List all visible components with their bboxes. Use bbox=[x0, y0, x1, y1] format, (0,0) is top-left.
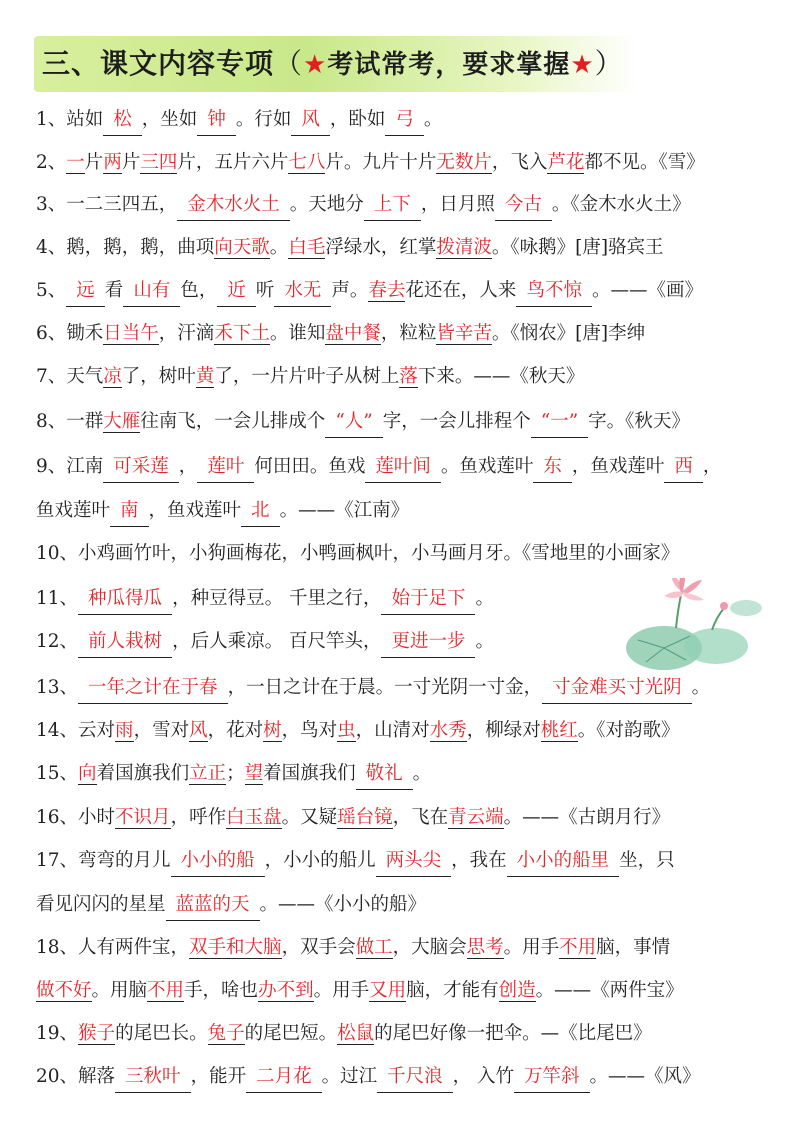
answer-blank: 钟 bbox=[197, 105, 236, 136]
answer-blank: 向天歌 bbox=[214, 237, 270, 258]
line-text: ，一日之计在于晨。一寸光阴一寸金， bbox=[227, 677, 543, 698]
exercise-line bbox=[36, 716, 776, 746]
answer-blank: 鸟不惊 bbox=[516, 276, 592, 307]
line-text: 。用手 bbox=[503, 937, 560, 958]
answer-blank: 金木水火土 bbox=[177, 190, 290, 221]
line-text: 。《金木水火土》 bbox=[551, 194, 691, 215]
answer-blank: 大雁 bbox=[103, 411, 141, 432]
line-text: ，鸟对 bbox=[281, 720, 338, 741]
answer-blank: 不识月 bbox=[115, 807, 171, 828]
line-text: 。 bbox=[475, 631, 494, 652]
line-text: ，山清对 bbox=[355, 720, 430, 741]
answer-blank: 无数片 bbox=[436, 152, 492, 173]
answer-blank: 松鼠 bbox=[337, 1023, 375, 1044]
line-text: 色， bbox=[180, 280, 218, 301]
answer-blank: 凉 bbox=[103, 366, 122, 387]
answer-blank: 白玉盘 bbox=[226, 807, 282, 828]
answer-blank: 不用 bbox=[559, 937, 597, 958]
answer-blank: 日当午 bbox=[103, 323, 159, 344]
answer-blank: 办不到 bbox=[258, 980, 314, 1001]
answer-blank: 今古 bbox=[495, 190, 552, 221]
answer-blank: 南 bbox=[110, 496, 149, 527]
line-text: 字。《秋天》 bbox=[588, 411, 690, 432]
answer-blank: 又用 bbox=[369, 980, 407, 1001]
line-text: 浮绿水，红掌 bbox=[325, 237, 437, 258]
line-text: 。——《两件宝》 bbox=[535, 980, 684, 1001]
line-text: ，鱼戏莲叶 bbox=[148, 500, 242, 521]
answer-blank: 寸金难买寸光阴 bbox=[542, 673, 692, 704]
exercise-line bbox=[36, 148, 776, 178]
answer-blank: 西 bbox=[664, 452, 703, 483]
line-text: 。 bbox=[691, 677, 711, 698]
line-text: 的尾巴好像一把伞。—《比尾巴》 bbox=[374, 1023, 652, 1044]
exercise-line bbox=[36, 846, 776, 876]
line-text: 。——《江南》 bbox=[279, 500, 410, 521]
line-text: ，坐如 bbox=[141, 109, 198, 130]
answer-blank: 思考 bbox=[466, 937, 504, 958]
line-text: 。过江 bbox=[321, 1066, 378, 1087]
answer-blank: 一年之计在于春 bbox=[78, 673, 228, 704]
answer-blank: 东 bbox=[533, 452, 572, 483]
line-text: 听 bbox=[255, 280, 275, 301]
answer-blank: 芦花 bbox=[547, 152, 585, 173]
line-text: ，种豆得豆。 千里之行， bbox=[172, 588, 382, 609]
answer-blank: 猴子 bbox=[78, 1023, 116, 1044]
title-open-paren: （ bbox=[274, 47, 304, 80]
line-text: ； bbox=[226, 763, 245, 784]
line-text: 脑，才能有 bbox=[406, 980, 499, 1001]
answer-blank: 桃红 bbox=[540, 720, 578, 741]
answer-blank: 兔子 bbox=[207, 1023, 245, 1044]
exercise-line bbox=[36, 190, 776, 220]
line-text: ，鱼戏莲叶 bbox=[571, 456, 665, 477]
exercise-line bbox=[36, 759, 776, 789]
line-text: ，飞在 bbox=[392, 807, 449, 828]
exercise-line bbox=[36, 933, 776, 963]
line-text: 坐，只 bbox=[619, 850, 675, 871]
line-text: 。 bbox=[423, 109, 443, 130]
answer-blank: 小小的船里 bbox=[507, 846, 620, 877]
answer-blank: 水秀 bbox=[429, 720, 467, 741]
exercise-line bbox=[36, 803, 776, 833]
answer-blank: 万竿斜 bbox=[514, 1062, 590, 1093]
answer-blank: 雨 bbox=[115, 720, 134, 741]
answer-blank: 二月花 bbox=[246, 1062, 322, 1093]
line-text: 手，啥也 bbox=[184, 980, 259, 1001]
line-text: ，雪对 bbox=[133, 720, 190, 741]
answer-blank: 春去 bbox=[368, 280, 406, 301]
line-text: ，汗滴 bbox=[158, 323, 215, 344]
line-text: 的尾巴短。 bbox=[244, 1023, 338, 1044]
answer-blank: 千尺浪 bbox=[377, 1062, 453, 1093]
answer-blank: 向 bbox=[78, 763, 97, 784]
answer-blank: 小小的船 bbox=[171, 846, 265, 877]
line-text: 20、解落 bbox=[36, 1066, 116, 1087]
line-text: 。 bbox=[475, 588, 494, 609]
line-text: 。 bbox=[269, 237, 289, 258]
line-text: 看见闪闪的星星 bbox=[36, 894, 166, 915]
line-text: 。——《小小的船》 bbox=[259, 894, 427, 915]
answer-blank: 风 bbox=[291, 105, 330, 136]
answer-blank: 拨清波 bbox=[436, 237, 492, 258]
answer-blank: 山有 bbox=[123, 276, 180, 307]
answer-blank: 立正 bbox=[189, 763, 227, 784]
line-text: 19、 bbox=[36, 1023, 79, 1044]
line-text: 片 bbox=[84, 152, 104, 173]
answer-blank: “人” bbox=[325, 407, 382, 438]
answer-blank: 创造 bbox=[498, 980, 536, 1001]
answer-blank: 远 bbox=[66, 276, 105, 307]
answer-blank: 望 bbox=[244, 763, 264, 784]
line-text: ，后人乘凉。 百尺竿头， bbox=[172, 631, 382, 652]
exercise-line bbox=[36, 362, 776, 392]
line-text: ，小小的船儿 bbox=[264, 850, 376, 871]
line-text: ，我在 bbox=[451, 850, 507, 871]
line-text: 。 bbox=[412, 763, 432, 784]
line-text: ，花对 bbox=[207, 720, 264, 741]
answer-blank: 弓 bbox=[385, 105, 424, 136]
line-text: 。《咏鹅》[唐]骆宾王 bbox=[491, 237, 664, 258]
line-text: 。《悯农》[唐]李绅 bbox=[491, 323, 646, 344]
answer-blank: 始于足下 bbox=[381, 584, 475, 615]
answer-blank: 盘中餐 bbox=[325, 323, 381, 344]
line-text: 了，一片片叶子从树上 bbox=[214, 366, 400, 387]
answer-blank: 白毛 bbox=[288, 237, 326, 258]
answer-blank: 三四 bbox=[140, 152, 178, 173]
answer-blank: 更进一步 bbox=[381, 627, 475, 658]
line-text: ， bbox=[178, 456, 198, 477]
line-text: 下来。——《秋天》 bbox=[417, 366, 585, 387]
line-text: 鱼戏莲叶 bbox=[36, 500, 111, 521]
answer-blank: 可采莲 bbox=[103, 452, 179, 483]
answer-blank: 落 bbox=[399, 366, 418, 387]
answer-blank: 敬礼 bbox=[356, 759, 413, 790]
line-text: 脑，事情 bbox=[596, 937, 671, 958]
answer-blank: 水无 bbox=[274, 276, 331, 307]
line-text: 5、 bbox=[36, 280, 67, 301]
line-text: 声。 bbox=[331, 280, 369, 301]
answer-blank: 不用 bbox=[147, 980, 185, 1001]
answer-blank: 北 bbox=[241, 496, 280, 527]
line-text: ， 入竹 bbox=[452, 1066, 515, 1087]
exercise-line bbox=[36, 890, 776, 920]
line-text: 8、一群 bbox=[36, 411, 104, 432]
answer-blank: 皆辛苦 bbox=[436, 323, 492, 344]
title-close-paren: ） bbox=[594, 47, 624, 80]
exercise-line bbox=[36, 233, 776, 263]
line-text: 字，一会儿排程个 bbox=[382, 411, 531, 432]
answer-blank: 双手和大脑 bbox=[189, 937, 282, 958]
answer-blank: 三秋叶 bbox=[115, 1062, 191, 1093]
line-text: 。鱼戏莲叶 bbox=[440, 456, 534, 477]
exercise-line bbox=[36, 452, 776, 482]
line-text: 6、锄禾 bbox=[36, 323, 104, 344]
exercise-line bbox=[36, 1019, 776, 1049]
line-text: ，飞入 bbox=[491, 152, 548, 173]
line-text: ，双手会 bbox=[281, 937, 356, 958]
answer-blank: 风 bbox=[189, 720, 208, 741]
exercise-line bbox=[36, 276, 776, 306]
line-text: 何田田。鱼戏 bbox=[254, 456, 366, 477]
line-text: 。《对韵歌》 bbox=[577, 720, 680, 741]
lotus-flower-icon bbox=[616, 578, 766, 678]
line-text: 。又疑 bbox=[281, 807, 338, 828]
line-text: 片。九片十片 bbox=[325, 152, 437, 173]
line-text: 3、一二三四五， bbox=[36, 194, 178, 215]
line-text: ，呼作 bbox=[170, 807, 227, 828]
line-text: 了，树叶 bbox=[121, 366, 196, 387]
line-text: 13、 bbox=[36, 677, 79, 698]
line-text: 4、鹅，鹅，鹅，曲项 bbox=[36, 237, 215, 258]
line-text: ，大脑会 bbox=[392, 937, 467, 958]
answer-blank: 蓝蓝的天 bbox=[166, 890, 260, 921]
answer-blank: 禾下土 bbox=[214, 323, 270, 344]
line-text: 着国旗我们 bbox=[263, 763, 356, 784]
line-text: 16、小时 bbox=[36, 807, 116, 828]
line-text: ， bbox=[702, 456, 722, 477]
answer-blank: 一 bbox=[66, 152, 85, 173]
line-text: 花还在，人来 bbox=[405, 280, 517, 301]
line-text: 都不见。《雪》 bbox=[584, 152, 705, 173]
line-text: 往南飞，一会儿排成个 bbox=[140, 411, 326, 432]
line-text: 。用手 bbox=[313, 980, 370, 1001]
line-text: 17、弯弯的月儿 bbox=[36, 850, 171, 871]
exercise-line bbox=[36, 319, 776, 349]
line-text: 14、云对 bbox=[36, 720, 116, 741]
answer-blank: 做工 bbox=[355, 937, 393, 958]
title-note: 考试常考，要求掌握 bbox=[327, 50, 571, 80]
answer-blank: 近 bbox=[217, 276, 256, 307]
exercise-line bbox=[36, 1062, 776, 1092]
line-text: 9、江南 bbox=[36, 456, 104, 477]
line-text: 10、小鸡画竹叶，小狗画梅花，小鸭画枫叶，小马画月牙。《雪地里的小画家》 bbox=[36, 543, 680, 564]
line-text: 的尾巴长。 bbox=[115, 1023, 208, 1044]
line-text: 7、天气 bbox=[36, 366, 104, 387]
line-text: 。——《画》 bbox=[591, 280, 703, 301]
answer-blank: 青云端 bbox=[448, 807, 504, 828]
answer-blank: 莲叶 bbox=[197, 452, 254, 483]
line-text: 1、站如 bbox=[36, 109, 104, 130]
exercise-line bbox=[36, 105, 776, 135]
line-text: 。——《风》 bbox=[589, 1066, 701, 1087]
answer-blank: 做不好 bbox=[36, 980, 92, 1001]
answer-blank: 前人栽树 bbox=[78, 627, 172, 658]
answer-blank: 七八 bbox=[288, 152, 326, 173]
answer-blank: 树 bbox=[263, 720, 282, 741]
answer-blank: “一” bbox=[531, 407, 588, 438]
answer-blank: 两头尖 bbox=[376, 846, 452, 877]
line-text: 看 bbox=[104, 280, 124, 301]
line-text: 18、人有两件宝， bbox=[36, 937, 190, 958]
line-text: 片 bbox=[121, 152, 141, 173]
line-text: 。天地分 bbox=[289, 194, 364, 215]
line-text: ，能开 bbox=[190, 1066, 247, 1087]
star-icon: ★ bbox=[570, 50, 595, 80]
line-text: 。用脑 bbox=[91, 980, 148, 1001]
line-text: 15、 bbox=[36, 763, 79, 784]
section-title-main: 三、课文内容专项 bbox=[42, 47, 275, 80]
answer-blank: 虫 bbox=[337, 720, 356, 741]
line-text: ，卧如 bbox=[329, 109, 386, 130]
answer-blank: 上下 bbox=[364, 190, 421, 221]
line-text: 。——《古朗月行》 bbox=[503, 807, 671, 828]
line-text: 12、 bbox=[36, 631, 79, 652]
line-text: ，粒粒 bbox=[380, 323, 437, 344]
exercise-line bbox=[36, 976, 776, 1006]
line-text: 。谁知 bbox=[269, 323, 326, 344]
line-text: 片，五片六片 bbox=[177, 152, 289, 173]
line-text: 2、 bbox=[36, 152, 67, 173]
star-icon: ★ bbox=[303, 50, 328, 80]
section-title bbox=[34, 36, 638, 92]
line-text: ，日月照 bbox=[420, 194, 495, 215]
answer-blank: 两 bbox=[103, 152, 122, 173]
exercise-line bbox=[36, 407, 776, 437]
answer-blank: 种瓜得瓜 bbox=[78, 584, 172, 615]
exercise-line bbox=[36, 496, 776, 526]
line-text: 。行如 bbox=[235, 109, 292, 130]
answer-blank: 黄 bbox=[195, 366, 215, 387]
exercise-line bbox=[36, 539, 776, 569]
answer-blank: 莲叶间 bbox=[365, 452, 441, 483]
line-text: 着国旗我们 bbox=[96, 763, 190, 784]
line-text: ，柳绿对 bbox=[466, 720, 541, 741]
answer-blank: 松 bbox=[103, 105, 142, 136]
line-text: 11、 bbox=[36, 588, 79, 609]
answer-blank: 瑶台镜 bbox=[337, 807, 393, 828]
